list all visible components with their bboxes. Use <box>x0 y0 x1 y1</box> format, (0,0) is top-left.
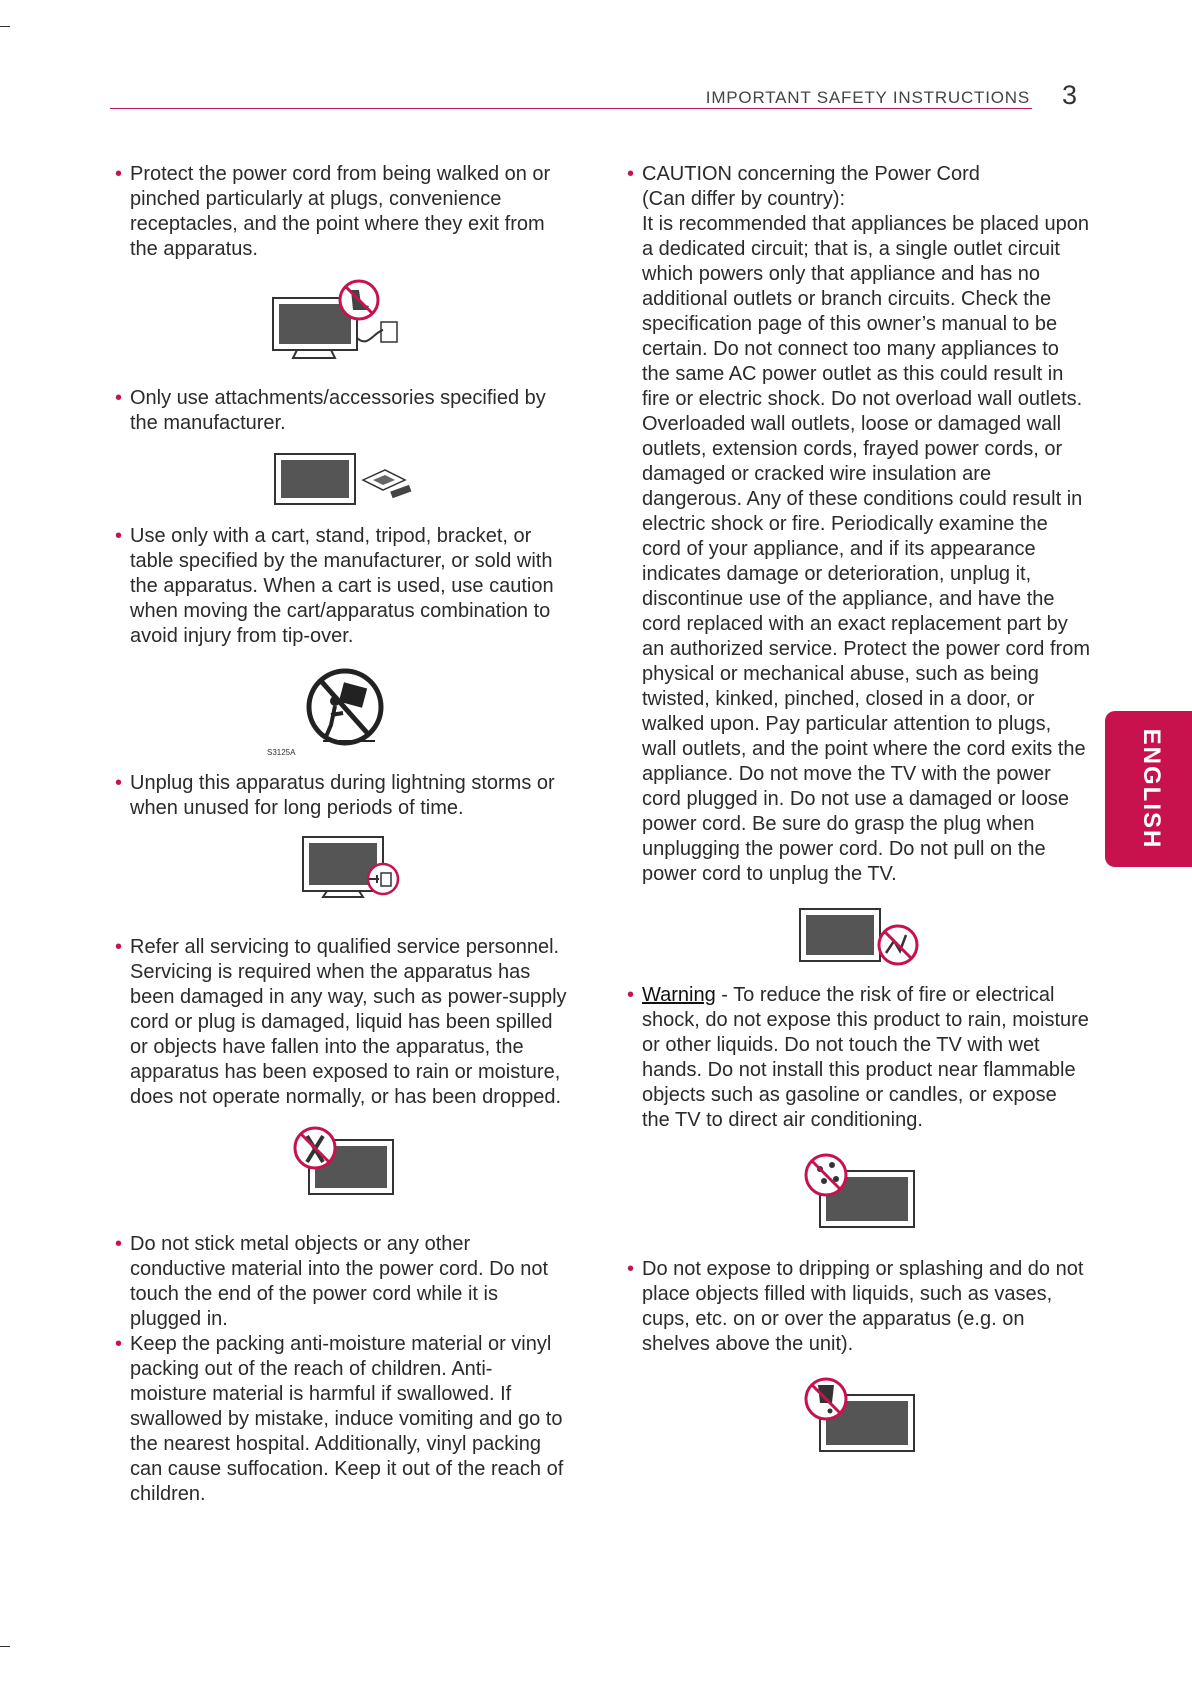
list-item-text: • Protect the power cord from being walked on or pinched particularly at plugs, convenience receptacles, and the point where they exit from the apparatus. <box>130 163 551 260</box>
section-title: IMPORTANT SAFETY INSTRUCTIONS <box>705 88 1030 107</box>
power-cord-walked-on-illustration <box>263 278 423 368</box>
tv-icon <box>800 909 880 961</box>
prohibition-icon <box>340 281 378 319</box>
left-column <box>118 162 568 1507</box>
power-cord-caution-illustration <box>780 905 940 971</box>
unplug-illustration <box>263 833 423 909</box>
prohibition-icon <box>295 1128 335 1168</box>
list-item <box>118 771 568 821</box>
list-item <box>118 162 568 262</box>
cart-symbol-code: S3125A <box>267 748 296 757</box>
list-item <box>118 386 568 436</box>
list-item <box>118 935 568 1110</box>
list-item <box>118 524 568 649</box>
language-tab-label: ENGLISH <box>1138 728 1165 850</box>
servicing-illustration <box>263 1126 423 1206</box>
list-item-text: • Do not stick metal objects or any other conductive material into the power cord. Do not touch the end of the power cord while it is plugged in. <box>130 1233 548 1330</box>
prohibition-icon <box>806 1379 846 1419</box>
list-item-text: • Unplug this apparatus during lightning storms or when unused for long periods of time. <box>130 772 555 819</box>
prohibition-icon <box>806 1155 846 1195</box>
moisture-warning-illustration <box>780 1151 940 1231</box>
caution-title: • CAUTION concerning the Power Cord <box>642 163 980 185</box>
list-item-text: • Use only with a cart, stand, tripod, bracket, or table specified by the manufacturer, or sold with the apparatus. When a cart is used, use caution when moving the cart/apparatus combination to avoid injury from tip-over. <box>130 525 554 647</box>
header-rule <box>110 108 1032 109</box>
crop-mark-top-left <box>0 26 10 27</box>
list-item-text: • Only use attachments/accessories specified by the manufacturer. <box>130 387 546 434</box>
caution-body: It is recommended that appliances be placed upon a dedicated circuit; that is, a single outlet circuit which powers only that appliance and has no additional outlets or branch circuits. Check the specification page of this owner’s manual to be certain. Do not connect too many appliances to the same AC power outlet as this could result in fire or electric shock. Do not overload wall outlets. Overloaded wall outlets, loose or damaged wall outlets, extension cords, frayed power cords, or damaged or cracked wire insulation are dangerous. Any of these conditions could result in electric shock or fire. Periodically examine the cord of your appliance, and if its appearance indicates damage or deterioration, unplug it, discontinue use of the appliance, and have the cord replaced with an exact replacement part by an authorized service. Protect the power cord from physical or mechanical abuse, such as being twisted, kinked, pinched, closed in a door, or walked upon. Pay particular attention to plugs, wall outlets, and the point where the cord exits the appliance. Do not move the TV with the power cord plugged in. Do not use a damaged or loose power cord. Be sure do grasp the plug when unplugging the power cord. Do not pull on the power cord to unplug the TV. <box>642 213 1090 885</box>
page-number: 3 <box>1062 80 1078 110</box>
tv-icon <box>275 454 355 504</box>
prohibition-icon <box>309 671 381 743</box>
list-item-text: • Do not expose to dripping or splashing and do not place objects filled with liquids, such as vases, cups, etc. on or over the apparatus (e.g. on shelves above the unit). <box>642 1258 1084 1355</box>
list-item <box>118 1332 568 1507</box>
list-item <box>118 1232 568 1332</box>
language-tab <box>1105 711 1192 867</box>
right-column <box>630 162 1090 1455</box>
accessories-illustration <box>263 448 423 512</box>
warning-item <box>630 983 1090 1133</box>
list-item <box>630 1257 1090 1357</box>
prohibition-icon <box>879 926 917 964</box>
cart-tip-over-warning-illustration <box>263 663 423 759</box>
list-item-text: • Refer all servicing to qualified service personnel. Servicing is required when the apparatus has been damaged in any way, such as power-supply cord or plug is damaged, liquid has been spilled or objects have fallen into the apparatus, the apparatus has been exposed to rain or moisture, does not operate normally, or has been dropped. <box>130 936 567 1108</box>
splashing-warning-illustration <box>780 1375 940 1455</box>
caution-item <box>630 162 1090 887</box>
list-item-text: • Keep the packing anti-moisture material or vinyl packing out of the reach of children. Anti-moisture material is harmful if swallowed. If swallowed by mistake, induce vomiting and go to the nearest hospital. Additionally, vinyl packing can cause suffocation. Keep it out of the reach of children. <box>130 1333 564 1505</box>
caution-subtitle: (Can differ by country): <box>642 188 846 210</box>
warning-label: Warning <box>642 984 716 1006</box>
crop-mark-bottom-left <box>0 1646 10 1647</box>
warning-body: - To reduce the risk of fire or electrical shock, do not expose this product to rain, moisture or other liquids. Do not touch the TV with wet hands. Do not install this product near flammable objects such as gasoline or candles, or expose the TV to direct air conditioning. <box>642 984 1089 1131</box>
